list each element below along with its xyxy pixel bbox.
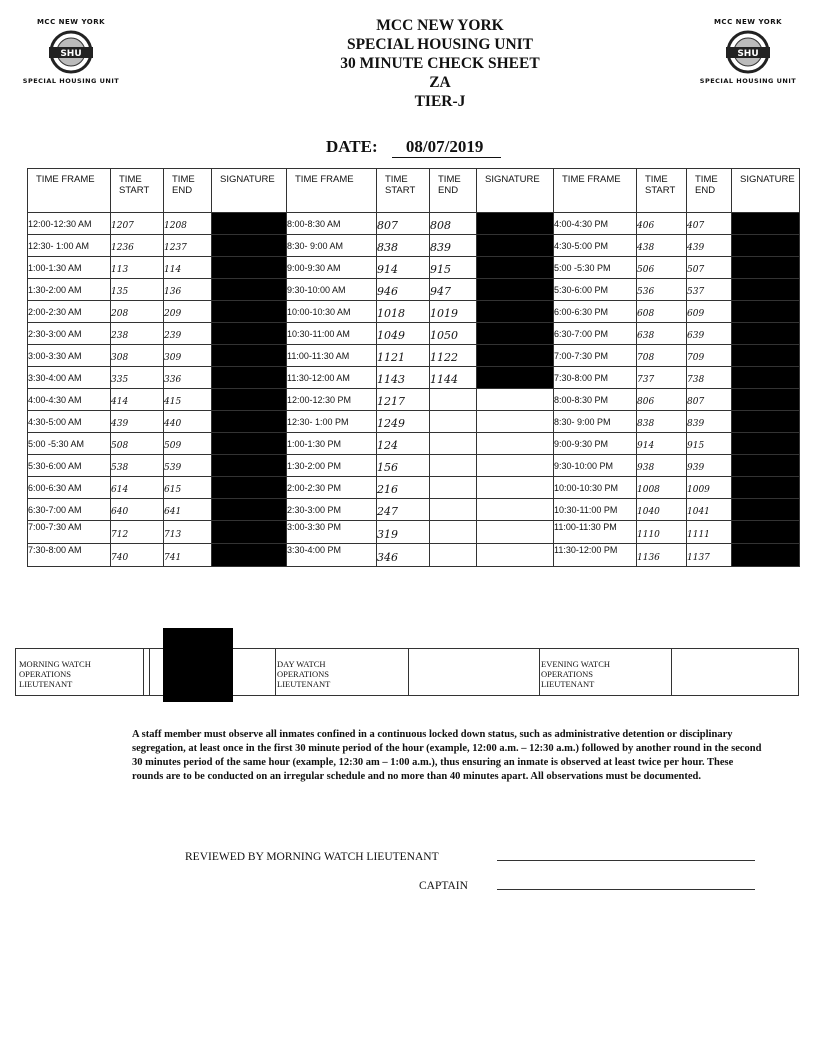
time-start-cell[interactable]: 1236 — [111, 235, 164, 257]
divider — [408, 649, 409, 695]
time-frame-cell: 1:30-2:00 PM — [287, 455, 377, 477]
time-frame-cell: 4:30-5:00 PM — [554, 235, 637, 257]
time-start-cell[interactable]: 838 — [377, 235, 430, 257]
time-frame-cell: 5:30-6:00 PM — [554, 279, 637, 301]
table-row — [28, 455, 800, 477]
time-start-cell[interactable]: 538 — [111, 455, 164, 477]
time-end-cell[interactable]: 239 — [164, 323, 212, 345]
col-signature: SIGNATURE — [212, 169, 287, 213]
shu-emblem-icon — [41, 29, 101, 75]
redacted-signature-cell[interactable] — [212, 433, 287, 455]
time-frame-cell: 3:30-4:00 PM — [287, 544, 377, 567]
time-frame-cell: 9:00-9:30 PM — [554, 433, 637, 455]
time-end-cell[interactable] — [430, 521, 477, 544]
redacted-signature-cell[interactable] — [732, 235, 800, 257]
time-start-cell[interactable]: 638 — [637, 323, 687, 345]
time-frame-cell: 3:30-4:00 AM — [28, 367, 111, 389]
logo-bottom-text: SPECIAL HOUSING UNIT — [22, 77, 120, 85]
time-start-cell[interactable]: 938 — [637, 455, 687, 477]
time-frame-cell: 9:00-9:30 AM — [287, 257, 377, 279]
time-frame-cell: 7:30-8:00 PM — [554, 367, 637, 389]
table-row — [28, 433, 800, 455]
logo-left — [16, 18, 126, 85]
time-frame-cell: 4:30-5:00 AM — [28, 411, 111, 433]
header-line3: 30 MINUTE CHECK SHEET — [340, 55, 540, 72]
redacted-signature-cell[interactable] — [732, 477, 800, 499]
signature-cell[interactable] — [477, 389, 554, 411]
time-frame-cell: 1:00-1:30 AM — [28, 257, 111, 279]
time-frame-cell: 6:30-7:00 AM — [28, 499, 111, 521]
time-start-cell[interactable]: 740 — [111, 544, 164, 567]
table-body — [28, 213, 800, 567]
time-frame-cell: 6:00-6:30 PM — [554, 301, 637, 323]
redacted-signature-cell[interactable] — [732, 433, 800, 455]
check-sheet-table — [27, 168, 800, 567]
time-start-cell[interactable]: 156 — [377, 455, 430, 477]
time-start-cell[interactable]: 807 — [377, 213, 430, 235]
time-end-cell[interactable]: 1050 — [430, 323, 477, 345]
redacted-signature-cell[interactable] — [212, 279, 287, 301]
table-row — [28, 323, 800, 345]
instructions-paragraph: A staff member must observe all inmates confined in a continuous locked down status, such as administrative detention or disciplinary segregation, at least once in the first 30 minute period of the hour (example, 12:00 a.m. – 12:30 a.m.) followed by another round in the second 30 minutes period of the same hour (example, 12:30 am – 1:00 a.m.), thus ensuring an inmate is observed at least twice per hour. These rounds are to be conducted on an irregular schedule and no more than 40 minutes apart. All observations must be documented. — [132, 729, 762, 782]
time-end-cell[interactable]: 415 — [164, 389, 212, 411]
time-end-cell[interactable]: 641 — [164, 499, 212, 521]
time-frame-cell: 6:00-6:30 AM — [28, 477, 111, 499]
table-header-row — [28, 169, 800, 213]
time-start-cell[interactable]: 536 — [637, 279, 687, 301]
redacted-signature-cell[interactable] — [477, 301, 554, 323]
time-frame-cell: 9:30-10:00 AM — [287, 279, 377, 301]
time-end-cell[interactable]: 1041 — [687, 499, 732, 521]
redacted-signature-cell[interactable] — [212, 257, 287, 279]
time-end-cell[interactable]: 915 — [430, 257, 477, 279]
time-end-cell[interactable]: 807 — [687, 389, 732, 411]
redacted-signature-cell[interactable] — [477, 235, 554, 257]
time-frame-cell: 10:00-10:30 AM — [287, 301, 377, 323]
table-row — [28, 257, 800, 279]
time-start-cell[interactable]: 1207 — [111, 213, 164, 235]
time-start-cell[interactable]: 1040 — [637, 499, 687, 521]
redacted-signature-cell[interactable] — [212, 235, 287, 257]
time-start-cell[interactable]: 708 — [637, 345, 687, 367]
day-watch-line: DAY WATCH — [277, 659, 326, 669]
time-end-cell[interactable]: 939 — [687, 455, 732, 477]
redacted-signature-cell[interactable] — [732, 301, 800, 323]
evening-watch-label — [541, 659, 610, 689]
time-start-cell[interactable]: 216 — [377, 477, 430, 499]
time-frame-cell: 2:00-2:30 PM — [287, 477, 377, 499]
time-frame-cell: 2:30-3:00 AM — [28, 323, 111, 345]
morning-watch-label — [19, 659, 91, 689]
redacted-signature-cell[interactable] — [732, 499, 800, 521]
table-row — [28, 367, 800, 389]
time-start-cell[interactable]: 238 — [111, 323, 164, 345]
time-end-cell[interactable]: 1019 — [430, 301, 477, 323]
time-end-cell[interactable]: 1122 — [430, 345, 477, 367]
header-line2: SPECIAL HOUSING UNIT — [346, 36, 534, 53]
time-start-cell[interactable]: 1110 — [637, 521, 687, 544]
day-watch-line: OPERATIONS — [277, 669, 329, 679]
time-frame-cell: 4:00-4:30 AM — [28, 389, 111, 411]
time-frame-cell: 3:00-3:30 AM — [28, 345, 111, 367]
logo-right — [693, 18, 803, 85]
divider — [671, 649, 672, 695]
time-frame-cell: 1:00-1:30 PM — [287, 433, 377, 455]
time-frame-cell: 8:00-8:30 AM — [287, 213, 377, 235]
table-row — [28, 235, 800, 257]
logo-bottom-text: SPECIAL HOUSING UNIT — [699, 77, 797, 85]
table-row — [28, 389, 800, 411]
time-start-cell[interactable]: 508 — [111, 433, 164, 455]
header-line4: ZA — [429, 74, 451, 91]
time-frame-cell: 7:00-7:30 PM — [554, 345, 637, 367]
time-end-cell[interactable]: 709 — [687, 345, 732, 367]
time-frame-cell: 8:30- 9:00 AM — [287, 235, 377, 257]
time-frame-cell: 6:30-7:00 PM — [554, 323, 637, 345]
time-end-cell[interactable]: 609 — [687, 301, 732, 323]
time-frame-cell: 10:00-10:30 PM — [554, 477, 637, 499]
time-end-cell[interactable]: 1208 — [164, 213, 212, 235]
time-end-cell[interactable]: 136 — [164, 279, 212, 301]
redacted-signature-cell[interactable] — [477, 323, 554, 345]
time-start-cell[interactable]: 1217 — [377, 389, 430, 411]
time-end-cell[interactable]: 1137 — [687, 544, 732, 567]
time-end-cell[interactable] — [430, 389, 477, 411]
evening-watch-line: EVENING WATCH — [541, 659, 611, 669]
time-frame-cell: 2:30-3:00 PM — [287, 499, 377, 521]
col-time-frame: TIME FRAME — [287, 169, 377, 213]
redacted-signature-cell[interactable] — [212, 301, 287, 323]
redacted-signature-cell[interactable] — [477, 345, 554, 367]
time-end-cell[interactable]: 114 — [164, 257, 212, 279]
signature-cell[interactable] — [477, 499, 554, 521]
col-signature: SIGNATURE — [477, 169, 554, 213]
redacted-signature-cell[interactable] — [212, 544, 287, 567]
time-end-cell[interactable]: 336 — [164, 367, 212, 389]
signature-cell[interactable] — [477, 433, 554, 455]
time-start-cell[interactable]: 946 — [377, 279, 430, 301]
evening-watch-line: OPERATIONS — [541, 669, 593, 679]
time-end-cell[interactable]: 539 — [164, 455, 212, 477]
redacted-signature-cell[interactable] — [732, 213, 800, 235]
logo-emblem-text: SHU — [737, 49, 759, 59]
time-start-cell[interactable]: 346 — [377, 544, 430, 567]
time-frame-cell: 3:00-3:30 PM — [287, 521, 377, 544]
day-watch-line: LIEUTENANT — [277, 679, 331, 689]
table-row — [28, 544, 800, 567]
time-frame-cell: 5:00 -5:30 AM — [28, 433, 111, 455]
time-start-cell[interactable]: 124 — [377, 433, 430, 455]
time-end-cell[interactable]: 439 — [687, 235, 732, 257]
table-row — [28, 521, 800, 544]
time-start-cell[interactable]: 1121 — [377, 345, 430, 367]
time-frame-cell: 10:30-11:00 PM — [554, 499, 637, 521]
time-start-cell[interactable]: 439 — [111, 411, 164, 433]
time-start-cell[interactable]: 1018 — [377, 301, 430, 323]
redacted-signature-cell[interactable] — [212, 213, 287, 235]
redacted-signature-cell[interactable] — [212, 477, 287, 499]
time-end-cell[interactable]: 738 — [687, 367, 732, 389]
time-frame-cell: 11:30-12:00 AM — [287, 367, 377, 389]
time-start-cell[interactable]: 208 — [111, 301, 164, 323]
redacted-signature-cell[interactable] — [212, 455, 287, 477]
reviewed-by-lieutenant-label: REVIEWED BY MORNING WATCH LIEUTENANT — [185, 851, 439, 863]
signature-cell[interactable] — [477, 477, 554, 499]
date-value: 08/07/2019 — [392, 137, 501, 158]
time-start-cell[interactable]: 914 — [377, 257, 430, 279]
time-start-cell[interactable]: 406 — [637, 213, 687, 235]
captain-signature-line[interactable] — [497, 889, 755, 890]
signature-cell[interactable] — [477, 521, 554, 544]
time-start-cell[interactable]: 640 — [111, 499, 164, 521]
redacted-signature-cell[interactable] — [477, 213, 554, 235]
redacted-signature-cell[interactable] — [477, 257, 554, 279]
table-row — [28, 477, 800, 499]
time-frame-cell: 8:30- 9:00 PM — [554, 411, 637, 433]
time-frame-cell: 11:00-11:30 AM — [287, 345, 377, 367]
time-frame-cell: 12:00-12:30 AM — [28, 213, 111, 235]
redacted-signature-cell[interactable] — [732, 389, 800, 411]
morning-watch-line: LIEUTENANT — [19, 679, 73, 689]
redacted-signature-cell[interactable] — [477, 279, 554, 301]
col-time-end: TIME END — [687, 169, 732, 213]
divider — [143, 649, 144, 695]
time-frame-cell: 8:00-8:30 PM — [554, 389, 637, 411]
table-row — [28, 345, 800, 367]
redacted-signature-cell[interactable] — [212, 521, 287, 544]
time-start-cell[interactable]: 838 — [637, 411, 687, 433]
time-end-cell[interactable]: 407 — [687, 213, 732, 235]
time-end-cell[interactable]: 915 — [687, 433, 732, 455]
time-start-cell[interactable]: 335 — [111, 367, 164, 389]
time-start-cell[interactable]: 135 — [111, 279, 164, 301]
table-row — [28, 213, 800, 235]
time-start-cell[interactable]: 113 — [111, 257, 164, 279]
time-end-cell[interactable]: 741 — [164, 544, 212, 567]
time-end-cell[interactable]: 1237 — [164, 235, 212, 257]
time-frame-cell: 2:00-2:30 AM — [28, 301, 111, 323]
table-row — [28, 499, 800, 521]
time-end-cell[interactable]: 839 — [687, 411, 732, 433]
redacted-signature-cell[interactable] — [212, 367, 287, 389]
logo-emblem-text: SHU — [60, 49, 82, 59]
col-time-frame: TIME FRAME — [28, 169, 111, 213]
time-start-cell[interactable]: 806 — [637, 389, 687, 411]
redacted-signature-cell[interactable] — [212, 499, 287, 521]
time-start-cell[interactable]: 608 — [637, 301, 687, 323]
redacted-signature-cell[interactable] — [732, 323, 800, 345]
redacted-signature-cell[interactable] — [212, 411, 287, 433]
redacted-signature-block — [163, 628, 233, 702]
redacted-signature-cell[interactable] — [212, 389, 287, 411]
time-end-cell[interactable]: 209 — [164, 301, 212, 323]
time-frame-cell: 11:30-12:00 PM — [554, 544, 637, 567]
col-time-end: TIME END — [430, 169, 477, 213]
time-start-cell[interactable]: 737 — [637, 367, 687, 389]
day-watch-label — [277, 659, 330, 689]
document-header — [260, 16, 620, 111]
signature-cell[interactable] — [477, 544, 554, 567]
redacted-signature-cell[interactable] — [732, 544, 800, 567]
redacted-signature-cell[interactable] — [732, 367, 800, 389]
time-start-cell[interactable]: 414 — [111, 389, 164, 411]
time-end-cell[interactable]: 615 — [164, 477, 212, 499]
col-time-start: TIME START — [377, 169, 430, 213]
logo-top-text: MCC NEW YORK — [36, 18, 106, 26]
divider — [149, 649, 150, 695]
time-start-cell[interactable]: 1136 — [637, 544, 687, 567]
redacted-signature-cell[interactable] — [212, 323, 287, 345]
time-end-cell[interactable]: 537 — [687, 279, 732, 301]
logo-top-text: MCC NEW YORK — [713, 18, 783, 26]
table-row — [28, 301, 800, 323]
redacted-signature-cell[interactable] — [732, 455, 800, 477]
time-frame-cell: 5:00 -5:30 PM — [554, 257, 637, 279]
redacted-signature-cell[interactable] — [477, 367, 554, 389]
signature-cell[interactable] — [477, 411, 554, 433]
time-start-cell[interactable]: 308 — [111, 345, 164, 367]
redacted-signature-cell[interactable] — [732, 521, 800, 544]
time-start-cell[interactable]: 438 — [637, 235, 687, 257]
redacted-signature-cell[interactable] — [732, 257, 800, 279]
time-frame-cell: 7:00-7:30 AM — [28, 521, 111, 544]
col-time-start: TIME START — [111, 169, 164, 213]
time-end-cell[interactable]: 808 — [430, 213, 477, 235]
time-end-cell[interactable] — [430, 455, 477, 477]
time-end-cell[interactable]: 1144 — [430, 367, 477, 389]
evening-watch-line: LIEUTENANT — [541, 679, 595, 689]
col-time-frame: TIME FRAME — [554, 169, 637, 213]
time-start-cell[interactable]: 1008 — [637, 477, 687, 499]
time-start-cell[interactable]: 319 — [377, 521, 430, 544]
time-end-cell[interactable]: 713 — [164, 521, 212, 544]
signature-cell[interactable] — [477, 455, 554, 477]
time-start-cell[interactable]: 712 — [111, 521, 164, 544]
table-row — [28, 279, 800, 301]
time-frame-cell: 5:30-6:00 AM — [28, 455, 111, 477]
time-frame-cell: 10:30-11:00 AM — [287, 323, 377, 345]
time-end-cell[interactable]: 1009 — [687, 477, 732, 499]
col-time-start: TIME START — [637, 169, 687, 213]
time-frame-cell: 11:00-11:30 PM — [554, 521, 637, 544]
time-frame-cell: 12:00-12:30 PM — [287, 389, 377, 411]
header-line5: TIER-J — [414, 93, 466, 110]
time-end-cell[interactable]: 309 — [164, 345, 212, 367]
shu-emblem-icon — [718, 29, 778, 75]
time-end-cell[interactable]: 440 — [164, 411, 212, 433]
captain-label: CAPTAIN — [419, 880, 468, 892]
morning-watch-line: OPERATIONS — [19, 669, 71, 679]
morning-watch-line: MORNING WATCH — [19, 659, 91, 669]
time-end-cell[interactable]: 507 — [687, 257, 732, 279]
time-end-cell[interactable] — [430, 499, 477, 521]
time-frame-cell: 7:30-8:00 AM — [28, 544, 111, 567]
redacted-signature-cell[interactable] — [732, 411, 800, 433]
col-time-end: TIME END — [164, 169, 212, 213]
time-frame-cell: 12:30- 1:00 AM — [28, 235, 111, 257]
redacted-signature-cell[interactable] — [732, 279, 800, 301]
time-end-cell[interactable]: 509 — [164, 433, 212, 455]
time-end-cell[interactable]: 839 — [430, 235, 477, 257]
time-end-cell[interactable]: 947 — [430, 279, 477, 301]
time-end-cell[interactable] — [430, 433, 477, 455]
time-start-cell[interactable]: 1143 — [377, 367, 430, 389]
time-start-cell[interactable]: 914 — [637, 433, 687, 455]
divider — [539, 649, 540, 695]
redacted-signature-cell[interactable] — [212, 345, 287, 367]
col-signature: SIGNATURE — [732, 169, 800, 213]
lieutenant-signature-line[interactable] — [497, 860, 755, 861]
time-start-cell[interactable]: 1049 — [377, 323, 430, 345]
time-end-cell[interactable]: 1111 — [687, 521, 732, 544]
redacted-signature-cell[interactable] — [732, 345, 800, 367]
time-start-cell[interactable]: 614 — [111, 477, 164, 499]
date-label: DATE: — [326, 137, 378, 156]
time-frame-cell: 4:00-4:30 PM — [554, 213, 637, 235]
time-end-cell[interactable] — [430, 411, 477, 433]
time-end-cell[interactable] — [430, 477, 477, 499]
watch-signature-row — [15, 648, 799, 696]
time-start-cell[interactable]: 1249 — [377, 411, 430, 433]
time-start-cell[interactable]: 506 — [637, 257, 687, 279]
date-row — [326, 137, 501, 158]
time-end-cell[interactable] — [430, 544, 477, 567]
time-frame-cell: 1:30-2:00 AM — [28, 279, 111, 301]
time-end-cell[interactable]: 639 — [687, 323, 732, 345]
divider — [275, 649, 276, 695]
time-frame-cell: 12:30- 1:00 PM — [287, 411, 377, 433]
table-row — [28, 411, 800, 433]
time-frame-cell: 9:30-10:00 PM — [554, 455, 637, 477]
header-line1: MCC NEW YORK — [376, 17, 504, 34]
time-start-cell[interactable]: 247 — [377, 499, 430, 521]
